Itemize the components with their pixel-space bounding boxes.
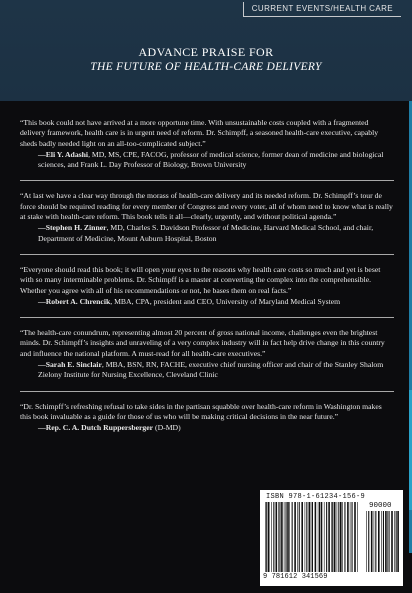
- endorser-credentials: , MD, MS, CPE, FACOG, professor of medical science, former dean of medicine and biological sciences, and Frank L. Day Professor of Biology, Brown University: [38, 149, 384, 170]
- book-title: THE FUTURE OF HEALTH-CARE DELIVERY: [90, 61, 322, 73]
- barcode-bar: [352, 502, 353, 572]
- barcode-bar: [318, 502, 319, 572]
- category-label: CURRENT EVENTS/HEALTH CARE: [243, 2, 401, 17]
- barcode-bar: [321, 502, 323, 572]
- barcode-bar: [368, 511, 369, 572]
- isbn-barcode: [260, 490, 403, 586]
- barcode-bar: [347, 502, 349, 572]
- barcode-bar: [397, 511, 399, 572]
- quote-attribution: [20, 223, 394, 244]
- barcode-bar: [273, 502, 274, 572]
- endorser-name: —Stephen H. Zinner: [38, 223, 107, 233]
- barcode-bar: [334, 502, 336, 572]
- barcode-bar: [357, 502, 358, 572]
- barcode-bar: [276, 502, 278, 572]
- quote-text: “The health-care conundrum, representing almost 20 percent of gross national income, challenges even the brightest minds. Dr. Schimpff’s insights and unraveling of a very complex industry will in fact help drive change in this country and influence the national platform. A must-read for all health-care executives.”: [20, 328, 385, 358]
- endorsement-3: [20, 265, 394, 307]
- divider: [20, 180, 394, 181]
- barcode-bar: [284, 502, 285, 572]
- barcode-bar: [289, 502, 290, 572]
- endorser-credentials: , MD, Charles S. Davidson Professor of Medicine, Harvard Medical School, and chair, Department of Medicine, Mount Auburn Hospital, Boston: [38, 223, 374, 243]
- endorsement-4: [20, 328, 394, 380]
- barcode-bar: [292, 502, 293, 572]
- endorser-name: —Rep. C. A. Dutch Ruppersberger: [38, 423, 154, 433]
- barcode-bar: [326, 502, 327, 572]
- isbn-number: ISBN 978-1-61234-156-9: [266, 493, 366, 501]
- divider: [20, 317, 394, 318]
- barcode-bar: [271, 502, 272, 572]
- barcode-bar: [338, 502, 339, 572]
- barcode-bar: [375, 511, 376, 572]
- barcode-bar: [342, 502, 343, 572]
- quote-attribution: [20, 150, 394, 171]
- quote-text: “Dr. Schimpff’s refreshing refusal to take sides in the partisan squabble over health-care reform in Washington makes this book invaluable as a guide for those of us who will be making critical decisions in the near future.”: [20, 401, 382, 421]
- barcode-bar: [371, 511, 373, 572]
- barcode-bar: [281, 502, 283, 572]
- barcode-bar: [391, 511, 393, 572]
- quote-text: “Everyone should read this book; it will open your eyes to the reasons why health care costs so much and yet is beset with so many interminable problems. Dr. Schimpff is a master at converting the complex into the comprehensible. Whether you agree with all of his recommendations or not, he bases them on real facts.”: [20, 264, 381, 295]
- barcode-bar: [301, 502, 303, 572]
- quote-attribution: [20, 297, 394, 307]
- barcode-bar: [374, 511, 375, 572]
- barcode-bar: [286, 502, 287, 572]
- barcode-bar: [394, 511, 395, 572]
- price-code: 90000: [369, 502, 392, 510]
- barcode-bar: [315, 502, 317, 572]
- barcode-bar: [265, 502, 266, 572]
- header-panel: [0, 0, 412, 101]
- praise-heading-line1: ADVANCE PRAISE FOR: [138, 45, 274, 59]
- ean-digits: 9 781612 341569: [263, 573, 328, 581]
- quote-text: “At last we have a clear way through the morass of health-care delivery and its needed reform. Dr. Schimpff’s tour de force should be required reading for every member of Congress and every voter, all of whom need to know what is really at stake with health-care reform. This book tells it all—clearly, urgently, and without political agenda.”: [20, 191, 393, 222]
- barcode-bar: [340, 502, 342, 572]
- barcode-bar: [297, 502, 298, 572]
- endorser-credentials: , MBA, CPA, president and CEO, University of Maryland Medical System: [110, 296, 341, 306]
- barcode-bar: [387, 511, 388, 572]
- barcode-bar: [287, 502, 289, 572]
- barcode-bar: [294, 502, 296, 572]
- endorsements: [20, 118, 394, 444]
- endorser-credentials: , MBA, BSN, RN, FACHE, executive chief nursing officer and chair of the Stanley Shalom Zielony Institute for Nursing Excellence, Cleveland Clinic: [38, 360, 384, 380]
- endorsement-2: [20, 191, 394, 243]
- barcode-bar: [324, 502, 325, 572]
- barcode-bar: [278, 502, 279, 572]
- barcode-bar: [309, 502, 311, 572]
- barcode-bar: [268, 502, 270, 572]
- endorser-credentials: (D-MD): [153, 423, 181, 433]
- barcode-bar: [337, 502, 338, 572]
- barcode-bar: [378, 511, 380, 572]
- barcode-bar: [305, 502, 306, 572]
- divider: [20, 391, 394, 392]
- quote-attribution: [20, 360, 394, 381]
- barcode-bar: [354, 502, 356, 572]
- endorser-name: —Sarah E. Sinclair: [38, 360, 102, 370]
- barcode-bar: [299, 502, 300, 572]
- endorsement-5: [20, 401, 382, 434]
- barcode-bar: [266, 502, 267, 572]
- barcode-bar: [366, 511, 367, 572]
- barcode-bars: [264, 502, 360, 572]
- barcode-bar: [306, 502, 307, 572]
- barcode-bar: [331, 502, 332, 572]
- quote-attribution: [20, 423, 256, 433]
- barcode-bar: [350, 502, 351, 572]
- barcode-bar: [319, 502, 320, 572]
- barcode-bar: [383, 511, 384, 572]
- barcode-bar: [396, 511, 397, 572]
- endorser-name: —Robert A. Chrencik: [38, 296, 111, 306]
- barcode-addon-bars: [365, 511, 401, 572]
- divider: [20, 254, 394, 255]
- barcode-bar: [344, 502, 345, 572]
- quote-text: “This book could not have arrived at a more opportune time. With unsustainable costs coupled with a fragmented delivery framework, health care is in urgent need of reform. Dr. Schimpff, a seasoned health-care executive, capably sheds badly needed light on an all-too-complicated subject.”: [20, 118, 379, 148]
- barcode-bar: [332, 502, 333, 572]
- endorser-name: —Eli Y. Adashi: [38, 149, 89, 159]
- barcode-bar: [311, 502, 312, 572]
- barcode-bar: [312, 502, 313, 572]
- barcode-bar: [328, 502, 330, 572]
- barcode-bar: [389, 511, 390, 572]
- barcode-bar: [279, 502, 280, 572]
- endorsement-1: [20, 118, 394, 170]
- barcode-bar: [385, 511, 387, 572]
- barcode-bar: [381, 511, 382, 572]
